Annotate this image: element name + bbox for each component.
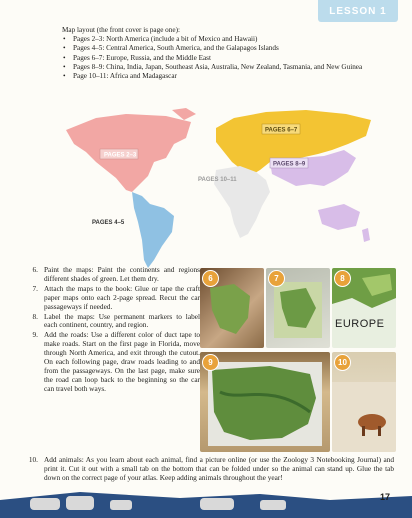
duct-tape-roads-image	[200, 352, 330, 452]
step-badge: 9	[202, 354, 219, 371]
step-number: 8.	[32, 311, 38, 321]
photo-step-6	[200, 268, 264, 348]
photo-step-9	[200, 352, 330, 452]
label-pages-8-9: PAGES 8–9	[273, 161, 306, 168]
step-badge: 10	[334, 354, 351, 371]
step-badge: 7	[268, 270, 285, 287]
photo-step-10	[332, 352, 396, 452]
list-item: • Page 10–11: Africa and Madagascar	[62, 72, 402, 81]
layout-intro: Map layout (the front cover is page one):	[62, 26, 180, 34]
list-item	[22, 313, 200, 331]
step-text: Paint the maps: Paint the continents and regions different shades of green. Let them dry.	[44, 265, 200, 283]
world-map-diagram	[56, 100, 378, 272]
label-pages-6-7: PAGES 6–7	[265, 127, 298, 134]
lesson-tab: LESSON 1	[318, 0, 398, 22]
list-item	[22, 456, 394, 483]
step-number: 7.	[32, 283, 38, 293]
safari-animals-footer	[0, 486, 412, 518]
label-pages-4-5: PAGES 4–5	[92, 220, 125, 226]
list-item	[22, 285, 200, 312]
list-item: • Pages 6–7: Europe, Russia, and the Middle East	[62, 54, 402, 63]
south-america-region	[132, 192, 174, 268]
steps-list	[22, 266, 200, 395]
list-item: • Pages 2–3: North America (include a bit of Mexico and Hawaii)	[62, 35, 402, 44]
step-number: 10.	[28, 455, 38, 464]
step-text: Label the maps: Use permanent markers to label each continent, country, and region.	[44, 311, 200, 330]
label-pages-10-11: PAGES 10–11	[198, 177, 237, 183]
step-badge: 8	[334, 270, 351, 287]
photo-step-8	[332, 268, 396, 348]
list-item	[22, 266, 200, 284]
step-text: Add the roads: Use a different color of duct tape to make roads. Start on the first page in Florida, move through North America, and exit through the cutout. On each following page, draw roads leading to and from the passageways. On the last page, make sure the road can loop back to the beginning so the car can travel both ways.	[44, 330, 200, 393]
europe-marker-label: EUROPE	[335, 318, 385, 330]
layout-list	[62, 35, 402, 81]
step-number: 6.	[32, 265, 38, 274]
step-number: 9.	[32, 330, 38, 340]
page-number: 17	[379, 492, 390, 502]
step-text: Attach the maps to the book: Glue or tape the craft paper maps onto each 2-page spread. Recut the car passageways if needed.	[44, 283, 200, 311]
list-item: • Pages 8–9: China, India, Japan, Southeast Asia, Australia, New Zealand, Tasmania, and New Guinea	[62, 63, 402, 72]
label-pages-2-3: PAGES 2–3	[104, 152, 137, 159]
photo-step-7	[266, 268, 330, 348]
list-item: • Pages 4–5: Central America, South America, and the Galapagos Islands	[62, 44, 402, 53]
step-text: Add animals: As you learn about each animal, find a picture online (or use the Zoology 3 Notebooking Journal) and print it. Cut it out with a small tab on the bottom that can be folded under so the animal can stand up. Glue the tab down on the correct page of your atlas. Keep adding animals throughout the year!	[44, 455, 394, 482]
list-item	[22, 331, 200, 393]
step-badge: 6	[202, 270, 219, 287]
map-layout-section	[62, 26, 402, 81]
